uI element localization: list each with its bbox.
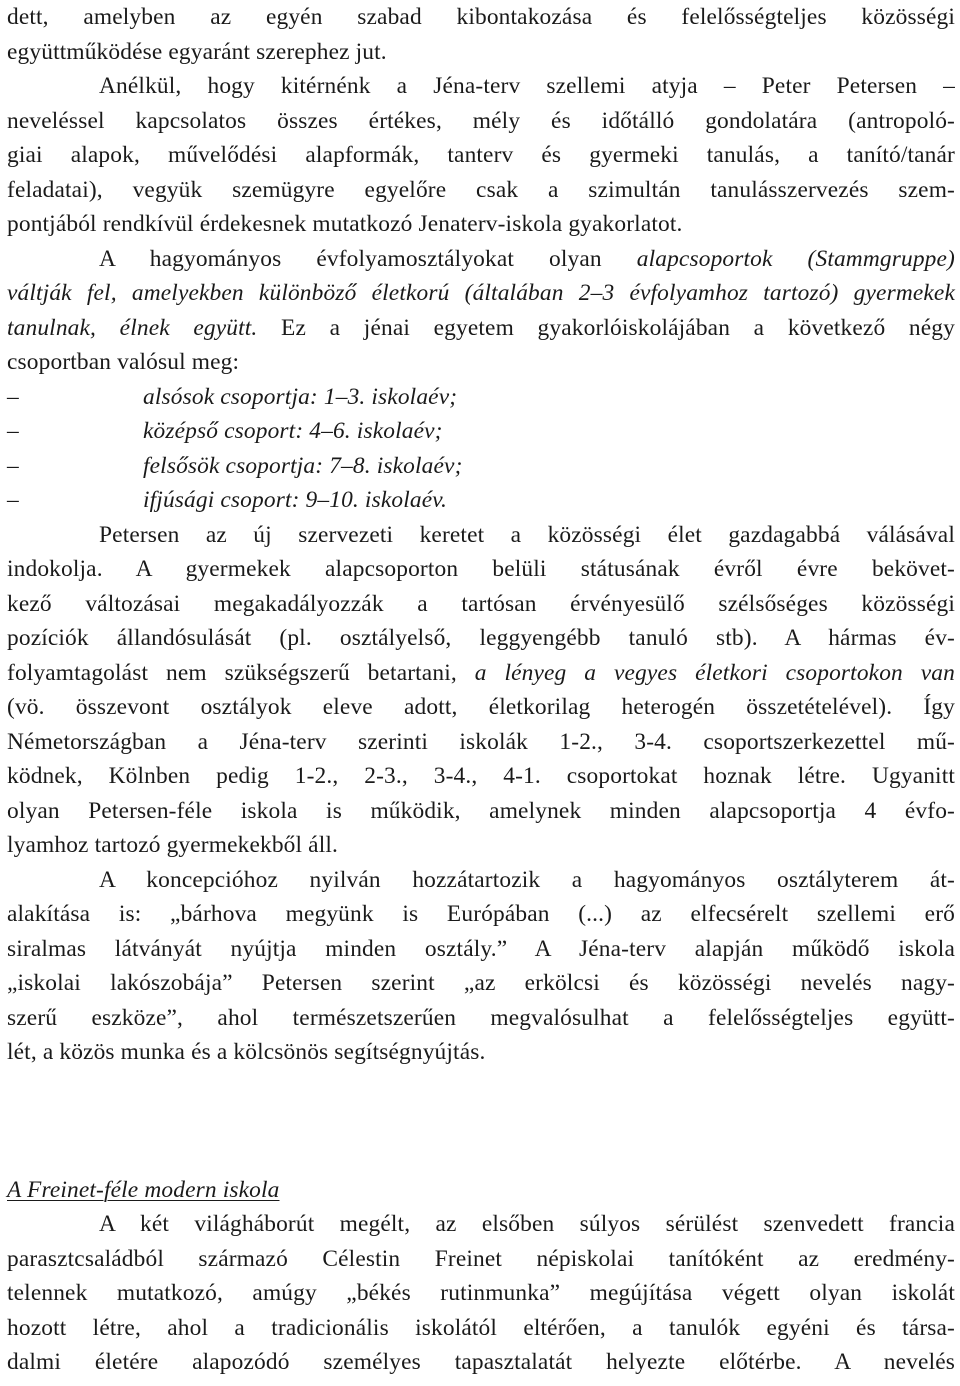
section-heading-row bbox=[7, 1173, 955, 1208]
emphasis-text: váltják fel, amelyekben különböző életkorú (általában 2–3 évfolyamhoz tartozó) gyermekek bbox=[7, 280, 955, 306]
text-line: „iskolai lakószobája” Petersen szerint „az erkölcsi és közösségi nevelés nagy- bbox=[7, 970, 955, 996]
text-line bbox=[7, 242, 955, 277]
text-line: lyamhoz tartozó gyermekekből áll. bbox=[7, 832, 339, 858]
text-line: indokolja. A gyermekek alapcsoporton belüli státusának évről évre bekövet- bbox=[7, 556, 955, 582]
text-line: lét, a közös munka és a kölcsönös segítségnyújtás. bbox=[7, 1039, 486, 1065]
text-line: szerű eszköze”, ahol természetszerűen megvalósulhat a felelősségteljes együtt- bbox=[7, 1004, 955, 1031]
text-line: dett, amelyben az egyén szabad kibontakozása és felelősségteljes közösségi bbox=[7, 4, 955, 30]
list-dash: – bbox=[7, 418, 19, 444]
list-item-text: középső csoport: 4–6. iskolaév; bbox=[143, 418, 443, 444]
text-line bbox=[7, 311, 955, 346]
text-line bbox=[7, 656, 955, 691]
paragraph-3 bbox=[7, 242, 955, 380]
paragraph-1 bbox=[7, 0, 955, 69]
text-span: A hagyományos évfolyamosztályokat olyan bbox=[99, 245, 637, 272]
spacer bbox=[7, 1070, 955, 1139]
list-item bbox=[7, 449, 955, 484]
text-span: Ez a jénai egyetem gyakorlóiskolájában a következő négy bbox=[257, 314, 955, 341]
paragraph-2 bbox=[7, 69, 955, 242]
text-line: (vö. összevont osztályok eleve adott, életkorilag heterogén összetételével). Így bbox=[7, 694, 955, 720]
text-line: pontjából rendkívül érdekesnek mutatkozó Jenaterv-iskola gyakorlatot. bbox=[7, 211, 683, 237]
list-item bbox=[7, 414, 955, 449]
text-line: A koncepcióhoz nyilván hozzátartozik a hagyományos osztályterem át- bbox=[99, 866, 955, 893]
text-line: együttműködése egyaránt szerephez jut. bbox=[7, 38, 387, 65]
emphasis-text: a lényeg a vegyes életkori csoportokon van bbox=[474, 659, 955, 686]
text-line: giai alapok, művelődési alapformák, tanterv és gyermeki tanulás, a tanító/tanár bbox=[7, 142, 955, 168]
list-item-text: alsósok csoportja: 1–3. iskolaév; bbox=[143, 383, 458, 410]
text-line: olyan Petersen-féle iskola is működik, amelynek minden alapcsoportja 4 évfo- bbox=[7, 797, 955, 824]
text-line: hozott létre, ahol a tradicionális iskolától eltérően, a tanulók egyéni és társa- bbox=[7, 1314, 955, 1341]
text-line: csoportban valósul meg: bbox=[7, 349, 240, 375]
text-line: A két világháborút megélt, az elsőben súlyos sérülést szenvedett francia bbox=[99, 1211, 955, 1237]
document-page bbox=[7, 0, 955, 1380]
list-dash: – bbox=[7, 452, 19, 479]
text-line: parasztcsaládból származó Célestin Freinet népiskolai tanítóként az eredmény- bbox=[7, 1245, 955, 1272]
text-line: neveléssel kapcsolatos összes értékes, mély és időtálló gondolatára (antropoló- bbox=[7, 107, 955, 134]
paragraph-4 bbox=[7, 518, 955, 863]
text-line: kező változásai megakadályozzák a tartósan érvényesülő szélsőséges közösségi bbox=[7, 590, 955, 617]
text-line: alakítása is: „bárhova megyünk is Európában (...) az elfecsérelt szellemi erő bbox=[7, 901, 955, 927]
spacer bbox=[7, 1139, 955, 1173]
list-item-text: felsősök csoportja: 7–8. iskolaév; bbox=[143, 452, 463, 479]
list-item-text: ifjúsági csoport: 9–10. iskolaév. bbox=[143, 487, 448, 513]
text-line: Németországban a Jéna-terv szerinti iskolák 1-2., 3-4. csoportszerkezettel mű- bbox=[7, 728, 955, 755]
text-line: dalmi életére alapozódó személyes tapasztalatát helyezte előtérbe. A nevelés bbox=[7, 1349, 955, 1375]
text-line: ködnek, Kölnben pedig 1-2., 2-3., 3-4., 4-1. csoportokat hoznak létre. Ugyanitt bbox=[7, 763, 955, 789]
text-line: siralmas látványát nyújtja minden osztály.” A Jéna-terv alapján működő iskola bbox=[7, 935, 955, 962]
list-item bbox=[7, 380, 955, 415]
text-line: Petersen az új szervezeti keretet a közösségi élet gazdagabbá válásával bbox=[99, 521, 955, 548]
text-line: telennek mutatkozó, amúgy „békés rutinmunka” megújítása végett olyan iskolát bbox=[7, 1280, 955, 1306]
text-line: Anélkül, hogy kitérnénk a Jéna-terv szellemi atyja – Peter Petersen – bbox=[99, 73, 955, 99]
section-heading: A Freinet-féle modern iskola bbox=[7, 1176, 280, 1203]
paragraph-5 bbox=[7, 863, 955, 1070]
group-list bbox=[7, 380, 955, 518]
text-line: pozíciók állandósulását (pl. osztályelső, leggyengébb tanuló stb). A hármas év- bbox=[7, 625, 955, 651]
emphasis-text: tanulnak, élnek együtt. bbox=[7, 314, 258, 341]
list-dash: – bbox=[7, 487, 19, 513]
list-item bbox=[7, 483, 955, 518]
list-dash: – bbox=[7, 383, 19, 410]
text-line: feladatai), vegyük szemügyre egyelőre csak a szimultán tanulásszervezés szem- bbox=[7, 176, 955, 203]
emphasis-text: alapcsoportok (Stammgruppe) bbox=[636, 245, 955, 272]
paragraph-6 bbox=[7, 1207, 955, 1380]
text-span: folyamtagolást nem szükségszerű betartani, bbox=[7, 659, 475, 686]
